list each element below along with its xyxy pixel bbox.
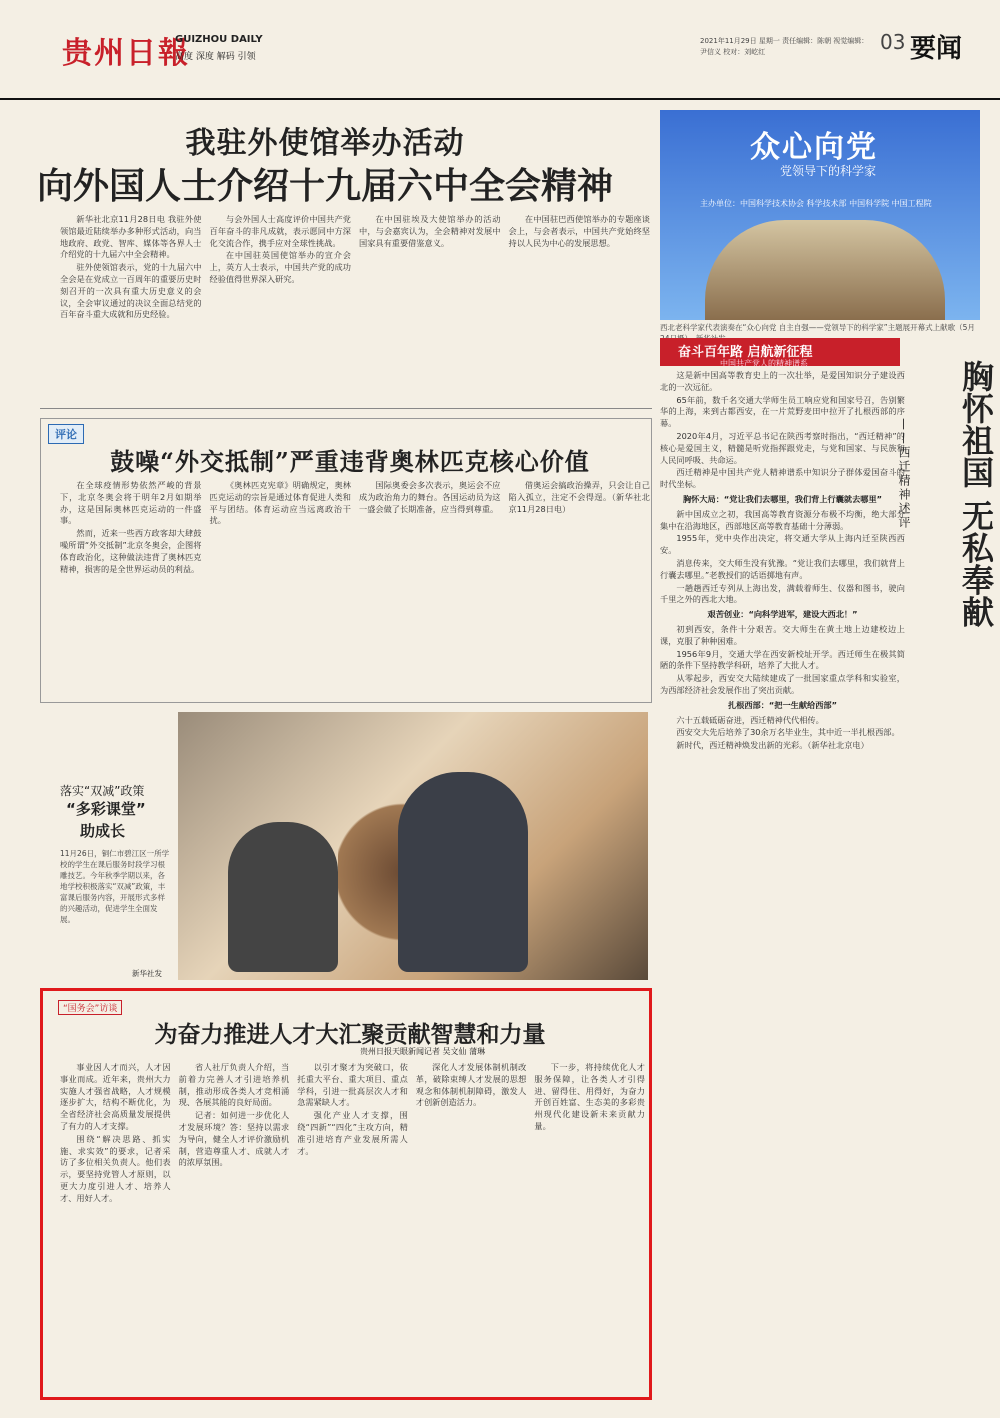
paragraph: 围绕“解决思路、抓实施、求实效”的要求，记者采访了多位相关负责人。他们表示，要坚持党管人才原则，以更大力度引进人才、培养人才、用好人才。 xyxy=(60,1133,171,1203)
paragraph: 驻外使领馆表示，党的十九届六中全会是在党成立一百周年的重要历史时刻召开的一次具有重大历史意义的会议，全会审议通过的决议全面总结党的百年奋斗重大成就和历史经验。 xyxy=(60,262,202,320)
paragraph: 下一步，将持续优化人才服务保障，让各类人才引得进、留得住、用得好，为奋力开创百姓富、生态美的多彩贵州现代化建设新未来贡献力量。 xyxy=(534,1062,645,1131)
lead-column xyxy=(359,214,501,389)
side-article-subtitle: ——西迁精神述评 xyxy=(897,418,911,530)
paragraph: 西迁精神是中国共产党人精神谱系中知识分子群体爱国奋斗的时代坐标。 xyxy=(660,467,905,490)
divider xyxy=(40,408,652,409)
paragraph: 新华社北京11月28日电 我驻外使领馆最近陆续举办多种形式活动，向当地政府、政党、智库、媒体等各界人士介绍党的十九届六中全会精神。 xyxy=(60,214,202,260)
paragraph: 65年前，数千名交通大学师生员工响应党和国家号召，告别繁华的上海，来到古都西安，在一片荒野麦田中拉开了扎根西部的序幕。 xyxy=(660,394,905,429)
student-figure xyxy=(228,822,338,972)
paragraph: 从零起步，西安交大陆续建成了一批国家重点学科和实验室，为西部经济社会发展作出了突出贡献。 xyxy=(660,673,905,695)
paragraph: 新中国成立之初，我国高等教育资源分布极不均衡，绝大部分集中在沿海地区，西部地区高等教育基础十分薄弱。 xyxy=(660,508,905,531)
feature-column xyxy=(60,1062,171,1397)
logo-english: GUIZHOU DAILY xyxy=(175,34,263,45)
paragraph: 以引才聚才为突破口，依托重大平台、重大项目、重点学科，引进一批高层次人才和急需紧缺人才。 xyxy=(297,1062,408,1108)
commentary-column xyxy=(60,480,202,695)
paragraph: 这是新中国高等教育史上的一次壮举，是爱国知识分子建设西北的一次远征。 xyxy=(660,370,905,392)
side-article-body xyxy=(660,370,905,1400)
issue-info: 2021年11月29日 星期一 责任编辑：陈朝 视觉编辑：尹信义 校对：刘屹红 xyxy=(700,37,869,56)
commentary-tag: 评论 xyxy=(48,424,84,444)
paragraph: 深化人才发展体制机制改革，破除束缚人才发展的思想观念和体制机制障碍，激发人才创新创造活力。 xyxy=(415,1062,527,1108)
exhibition-subtitle: 党领导下的科学家 xyxy=(780,164,877,178)
paragraph: 在全球疫情形势依然严峻的背景下，北京冬奥会将于明年2月如期举办，这是国际奥林匹克运动的一件盛事。 xyxy=(60,480,202,526)
paragraph: 消息传来，交大师生没有犹豫。“党让我们去哪里，我们就背上行囊去哪里。”老教授们的话语掷地有声。 xyxy=(660,557,905,580)
side-subheading: 艰苦创业：“向科学进军，建设大西北！” xyxy=(707,609,858,620)
students-woodcarving-photo xyxy=(178,712,648,980)
feature-column xyxy=(297,1062,408,1397)
series-subtitle: 中国共产党人的精神谱系 xyxy=(720,359,808,368)
series-banner: 奋斗百年路 启航新征程 xyxy=(660,338,900,366)
paragraph: 与会外国人士高度评价中国共产党百年奋斗的非凡成就，表示愿同中方深化交流合作，携手应对全球性挑战。 xyxy=(209,214,351,248)
paragraph: 然而，近来一些西方政客却大肆鼓噪所谓“外交抵制”北京冬奥会，企图将体育政治化，这种做法违背了奥林匹克精神，损害的是全世界运动员的利益。 xyxy=(60,528,202,574)
exhibition-organizers: 主办单位：中国科学技术协会 科学技术部 中国科学院 中国工程院 xyxy=(700,199,932,208)
paragraph: 国际奥委会多次表示，奥运会不应成为政治角力的舞台。各国运动员为这一盛会做了长期准备，应当得到尊重。 xyxy=(359,480,501,514)
feature-title: 为奋力推进人才大汇聚贡献智慧和力量 xyxy=(154,1021,546,1048)
commentary-title: 鼓噪“外交抵制”严重违背奥林匹克核心价值 xyxy=(110,447,590,476)
paragraph: 借奥运会搞政治操弄，只会让自己陷入孤立，注定不会得逞。（新华社北京11月28日电） xyxy=(508,480,650,514)
photo-story-line-3: 助成长 xyxy=(80,822,126,840)
lead-column xyxy=(60,214,202,389)
exhibition-caption: 西北老科学家代表演奏在“众心向党 自主自强——党领导下的科学家”主题展开幕式上献歌（5月 xyxy=(660,323,975,332)
paragraph: 省人社厅负责人介绍，当前着力完善人才引进培养机制，推动形成各类人才竞相涌现、各展其能的良好局面。 xyxy=(178,1062,290,1108)
logo-tagline: 高度 深度 解码 引领 xyxy=(175,52,256,62)
side-article-title: 胸怀祖国 无私奉献 xyxy=(957,360,995,628)
side-subheading: 胸怀大局：“党让我们去哪里，我们背上行囊就去哪里” xyxy=(682,493,883,504)
paragraph: 在中国驻巴西使馆举办的专题座谈会上，与会者表示，中国共产党始终坚持以人民为中心的发展思想。 xyxy=(508,214,650,248)
paragraph: 事业因人才而兴，人才因事业而成。近年来，贵州大力实施人才强省战略，人才规模逐步扩大，结构不断优化，为全省经济社会高质量发展提供了有力的人才支撑。 xyxy=(60,1062,171,1131)
paragraph: 强化产业人才支撑，围绕“四新”“四化”主攻方向，精准引进培育产业发展所需人才。 xyxy=(297,1110,408,1156)
side-subheading: 扎根西部：“把一生献给西部” xyxy=(727,699,837,710)
paragraph: 一趟趟西迁专列从上海出发，满载着师生、仪器和图书，驶向千里之外的西北大地。 xyxy=(660,582,905,605)
feature-byline: 贵州日报天眼新闻记者 吴文仙 蒲琳 xyxy=(360,1047,486,1056)
exhibition-title: 众心向党 xyxy=(750,130,878,165)
paragraph: 1955年，党中央作出决定，将交通大学从上海内迁至陕西西安。 xyxy=(660,533,905,556)
commentary-body xyxy=(60,480,650,695)
lead-column xyxy=(509,214,651,389)
commentary-column xyxy=(359,480,501,695)
masthead xyxy=(0,0,1000,100)
paragraph: 西安交大先后培养了30余万名毕业生，其中近一半扎根西部。 xyxy=(676,727,900,738)
paragraph: 2020年4月，习近平总书记在陕西考察时指出，“西迁精神”的核心是爱国主义，精髓是听党指挥跟党走，与党和国家、与民族和人民同呼吸、共命运。 xyxy=(660,430,905,465)
commentary-column xyxy=(509,480,651,695)
feature-column xyxy=(534,1062,645,1397)
photo-story-line-2: “多彩课堂” xyxy=(66,800,146,818)
paragraph: 在中国驻英国使馆举办的宣介会上，英方人士表示，中国共产党的成功经验值得世界深入研究。 xyxy=(209,250,351,284)
paragraph: 《奥林匹克宪章》明确规定，奥林匹克运动的宗旨是通过体育促进人类和平与团结。体育运动应当远离政治干扰。 xyxy=(209,480,351,526)
lead-headline-1: 我驻外使馆举办活动 xyxy=(185,126,465,161)
page-number: 03 xyxy=(880,30,906,54)
feature-tag: “国务会”访谈 xyxy=(58,1000,122,1015)
exhibition-photo xyxy=(660,110,980,320)
paragraph: 新时代，西迁精神焕发出新的光彩。（新华社北京电） xyxy=(676,740,869,751)
commentary-column xyxy=(210,480,352,695)
paragraph: 记者：如何进一步优化人才发展环境？答：坚持以需求为导向，健全人才评价激励机制，营造尊重人才、成就人才的浓厚氛围。 xyxy=(178,1110,290,1168)
photo-story-caption: 11月26日，铜仁市碧江区一所学校的学生在课后服务时段学习根雕技艺。今年秋季学期以来，各地学校积极落实“双减”政策，丰富课后服务内容，开展形式多样的兴趣活动，促进学生全面发展。 xyxy=(60,849,170,924)
feature-body xyxy=(60,1062,645,1397)
paragraph: 六十五载砥砺奋进，西迁精神代代相传。 xyxy=(676,714,824,725)
photo-story-source: 新华社发 xyxy=(132,969,162,978)
lead-column xyxy=(210,214,352,389)
student-figure xyxy=(398,772,528,972)
paragraph: 1956年9月，交通大学在西安新校址开学。西迁师生在极其简陋的条件下坚持教学科研，培养了大批人才。 xyxy=(660,648,905,671)
section-name: 要闻 xyxy=(910,34,963,64)
photo-story-line-1: 落实“双减”政策 xyxy=(60,784,145,798)
feature-column xyxy=(179,1062,290,1397)
lead-article-body xyxy=(60,214,650,389)
lead-headline-2: 向外国人士介绍十九届六中全会精神 xyxy=(36,165,613,207)
paragraph: 在中国驻埃及大使馆举办的活动中，与会嘉宾认为，全会精神对发展中国家具有重要借鉴意义。 xyxy=(359,214,501,248)
paragraph: 初到西安，条件十分艰苦。交大师生在黄土地上边建校边上课，克服了种种困难。 xyxy=(660,623,905,646)
newspaper-logo: 贵州日報 xyxy=(62,36,190,71)
performer-figure xyxy=(705,220,945,320)
feature-column xyxy=(416,1062,527,1397)
